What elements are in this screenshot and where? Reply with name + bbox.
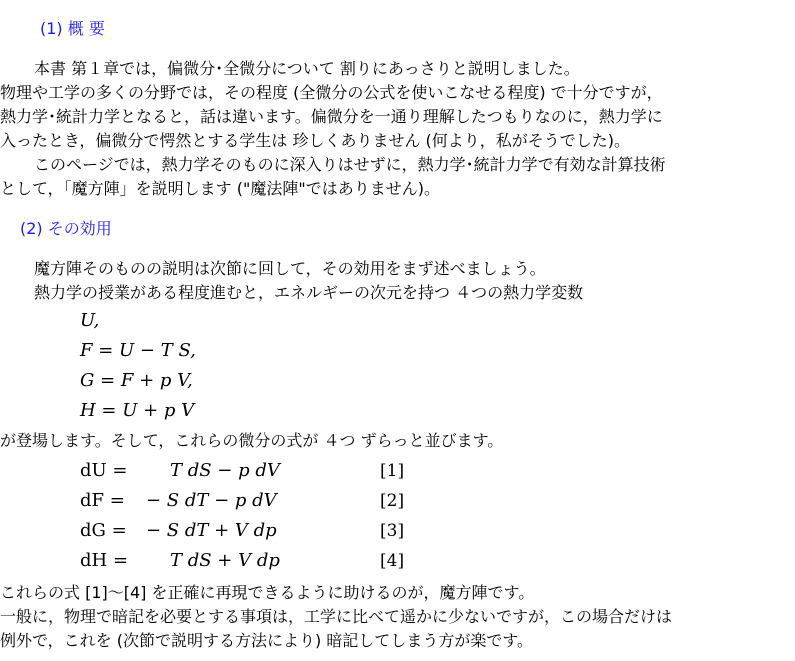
equation-rhs: − S dT + V dp bbox=[146, 520, 277, 541]
paragraph-line: 入ったとき，偏微分で愕然とする学生は 珍しくありません (何より，私がそうでした)。 bbox=[0, 131, 631, 150]
paragraph-line: として，「魔方陣」を説明します ("魔法陣"ではありません)。 bbox=[0, 179, 440, 198]
variable-definition: G = F + p V, bbox=[80, 370, 193, 391]
equation-number: [1] bbox=[380, 461, 405, 481]
equation-lhs: dF = bbox=[80, 490, 125, 511]
equation-rhs: T dS − p dV bbox=[170, 460, 280, 481]
equation-number: [4] bbox=[380, 551, 405, 571]
equation-rhs: T dS + V dp bbox=[170, 550, 280, 571]
closing-line: 一般に，物理で暗記を必要とする事項は，工学に比べて遥かに少ないですが，この場合だけは bbox=[0, 607, 673, 626]
paragraph-line: 物理や工学の多くの分野では，その程度 (全微分の公式を使いこなせる程度) で十分ですが， bbox=[0, 83, 663, 102]
paragraph-line: 本書 第１章では，偏微分･全微分について 割りにあっさりと説明しました。 bbox=[34, 59, 580, 78]
section-2-heading: (2) その効用 bbox=[20, 219, 112, 238]
equation-number: [3] bbox=[380, 521, 405, 541]
variable-definition: F = U − T S, bbox=[80, 340, 196, 361]
mid-line: が登場します。そして，これらの微分の式が ４つ ずらっと並びます。 bbox=[0, 431, 504, 450]
paragraph-line: このページでは，熱力学そのものに深入りはせずに，熱力学･統計力学で有効な計算技術 bbox=[34, 155, 666, 174]
section-1-heading: (1) 概 要 bbox=[40, 19, 105, 38]
variable-definition: U, bbox=[80, 310, 100, 331]
equation-lhs: dH = bbox=[80, 550, 129, 571]
equation-rhs: − S dT − p dV bbox=[146, 490, 277, 511]
closing-line: 例外で，これを (次節で説明する方法により) 暗記してしまう方が楽です。 bbox=[0, 631, 534, 650]
equation-number: [2] bbox=[380, 491, 405, 511]
paragraph-line: 熱力学･統計力学となると，話は違います。偏微分を一通り理解したつもりなのに，熱力学に bbox=[0, 107, 663, 126]
intro-line: 魔方陣そのものの説明は次節に回して，その効用をまず述べましょう。 bbox=[34, 259, 546, 278]
equation-lhs: dG = bbox=[80, 520, 127, 541]
closing-line: これらの式 [1]〜[4] を正確に再現できるように助けるのが，魔方陣です。 bbox=[0, 583, 535, 602]
variable-definition: H = U + p V bbox=[80, 400, 195, 421]
equation-lhs: dU = bbox=[80, 460, 128, 481]
intro-line: 熱力学の授業がある程度進むと，エネルギーの次元を持つ ４つの熱力学変数 bbox=[34, 283, 584, 302]
